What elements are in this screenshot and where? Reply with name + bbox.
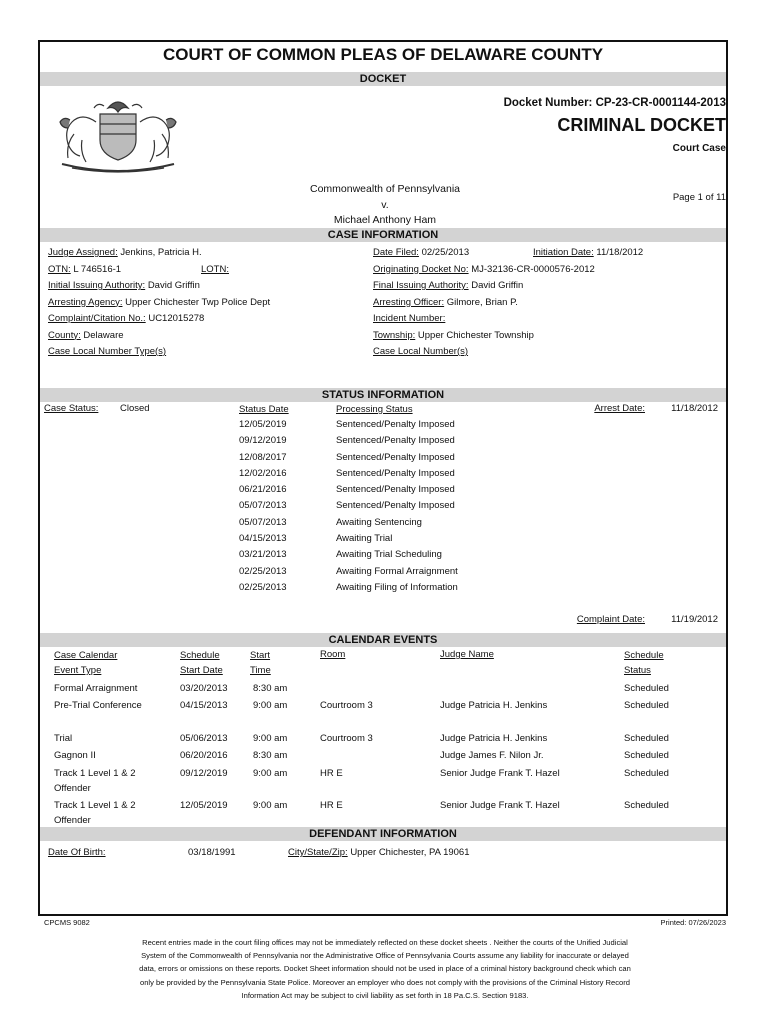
date-filed-row: Date Filed: 02/25/2013 Initiation Date: 11/18/2012 (373, 247, 644, 258)
status-date: 12/05/2019 (239, 419, 287, 430)
status-row (239, 500, 539, 516)
processing-status: Sentenced/Penalty Imposed (336, 435, 455, 447)
calendar-start-time: 8:30 am (253, 683, 288, 694)
status-row (239, 517, 539, 533)
page-indicator: Page 1 of 11 (672, 192, 726, 203)
calendar-start-date: 06/20/2016 (180, 750, 228, 761)
disclaimer-line: Information Act may be subject to civil liability as set forth in 18 Pa.C.S. Section 9183. (241, 990, 529, 1000)
status-date: 02/25/2013 (239, 581, 287, 593)
status-date: 09/12/2019 (239, 435, 287, 447)
status-date: 12/02/2016 (239, 467, 287, 479)
docket-type: CRIMINAL DOCKET (557, 115, 726, 135)
final-issuing-authority-row: Final Issuing Authority: David Griffin (373, 280, 524, 291)
processing-status: Sentenced/Penalty Imposed (336, 451, 455, 463)
case-status-label: Case Status: (44, 403, 99, 414)
caption-versus: v. (381, 198, 389, 211)
processing-status: Awaiting Trial (336, 533, 393, 545)
calendar-start-date: 09/12/2019 (180, 768, 228, 779)
pennsylvania-coat-of-arms-icon (52, 94, 184, 176)
calendar-start-time: 8:30 am (253, 750, 288, 761)
calendar-status: Scheduled (624, 683, 669, 694)
status-info-band: STATUS INFORMATION (40, 388, 726, 402)
calendar-status: Scheduled (624, 700, 669, 711)
case-info-left (48, 247, 368, 363)
county-row: County: Delaware (48, 329, 124, 341)
printed-date: Printed: 07/26/2023 (660, 918, 726, 927)
processing-status-header: Processing Status (336, 404, 413, 415)
status-date-header: Status Date (239, 404, 289, 415)
disclaimer (80, 936, 690, 1002)
status-date: 02/25/2013 (239, 565, 287, 577)
township-row: Township: Upper Chichester Township (373, 329, 534, 341)
processing-status: Awaiting Sentencing (336, 516, 422, 528)
calendar-start-time: 9:00 am (253, 768, 288, 779)
status-date: 03/21/2013 (239, 549, 287, 561)
calendar-judge: Judge James F. Nilon Jr. (440, 750, 544, 761)
case-info-right (373, 247, 723, 363)
status-row (239, 452, 539, 468)
processing-status: Awaiting Trial Scheduling (336, 549, 442, 561)
status-date: 12/08/2017 (239, 451, 287, 463)
calendar-header-room: Room (320, 649, 346, 660)
status-rows (239, 419, 539, 598)
calendar-judge: Judge Patricia H. Jenkins (440, 733, 548, 744)
calendar-start-date: 12/05/2019 (180, 800, 228, 811)
status-date: 04/15/2013 (239, 533, 287, 545)
calendar-room: Courtroom 3 (320, 733, 373, 744)
status-date: 06/21/2016 (239, 484, 287, 496)
otn-row: OTN: L 746516-1 LOTN: (48, 263, 229, 275)
docket-number: Docket Number: CP-23-CR-0001144-2013 (503, 97, 726, 109)
calendar-start-date: 04/15/2013 (180, 700, 228, 711)
processing-status: Awaiting Filing of Information (336, 581, 458, 593)
case-local-numbers-row: Case Local Number(s) (373, 346, 469, 357)
court-title: COURT OF COMMON PLEAS OF DELAWARE COUNTY (162, 45, 604, 64)
form-id: CPCMS 9082 (44, 918, 90, 927)
status-row (239, 435, 539, 451)
originating-docket-row: Originating Docket No: MJ-32136-CR-0000576-2012 (373, 263, 595, 275)
arrest-date-value: 11/18/2012 (671, 403, 718, 414)
calendar-judge: Senior Judge Frank T. Hazel (440, 768, 560, 779)
processing-status: Sentenced/Penalty Imposed (336, 467, 455, 479)
calendar-event-type: Gagnon II (54, 750, 96, 761)
calendar-header-judge: Judge Name (440, 649, 494, 660)
calendar-event-type: Pre-Trial Conference (54, 700, 142, 711)
dob-value: 03/18/1991 (188, 847, 236, 858)
calendar-start-date: 03/20/2013 (180, 683, 228, 694)
case-kind: Court Case (672, 143, 726, 154)
disclaimer-line: only be provided by the Pennsylvania State Police. Moreover an employer who does not comply with the provisions of the Criminal History Record (139, 977, 631, 987)
calendar-band: CALENDAR EVENTS (40, 633, 726, 647)
calendar-header-start-time: Start Time (250, 650, 271, 676)
docket-band: DOCKET (40, 72, 726, 86)
arrest-date-label: Arrest Date: (594, 403, 645, 414)
case-local-number-type-row: Case Local Number Type(s) (48, 346, 167, 357)
calendar-room: HR E (320, 800, 343, 811)
calendar-header-status: Schedule Status (624, 650, 664, 676)
complaint-date-label: Complaint Date: (576, 614, 645, 625)
calendar-start-time: 9:00 am (253, 800, 288, 811)
status-row (239, 533, 539, 549)
city-state-zip-row: City/State/Zip: Upper Chichester, PA 19061 (288, 847, 470, 858)
calendar-start-time: 9:00 am (253, 700, 288, 711)
calendar-status: Scheduled (624, 800, 669, 811)
calendar-status: Scheduled (624, 750, 669, 761)
calendar-status: Scheduled (624, 733, 669, 744)
status-date: 05/07/2013 (239, 516, 287, 528)
status-date: 05/07/2013 (239, 500, 287, 512)
calendar-event-type: Formal Arraignment (54, 683, 138, 694)
initial-issuing-authority-row: Initial Issuing Authority: David Griffin (48, 280, 200, 291)
status-row (239, 582, 539, 598)
case-status-value: Closed (120, 403, 150, 414)
processing-status: Sentenced/Penalty Imposed (336, 419, 455, 430)
processing-status: Sentenced/Penalty Imposed (336, 500, 455, 512)
calendar-header-event-type: Case Calendar Event Type (54, 650, 118, 676)
disclaimer-line: data, errors or omissions on these reports. Docket Sheet information should not be used in place of a criminal history background check which can (139, 964, 631, 974)
incident-number-row: Incident Number: (373, 313, 446, 324)
defendant-band: DEFENDANT INFORMATION (40, 827, 726, 841)
processing-status: Awaiting Formal Arraignment (336, 565, 458, 577)
status-row (239, 468, 539, 484)
caption-defendant: Michael Anthony Ham (333, 214, 437, 226)
calendar-room: Courtroom 3 (320, 700, 373, 711)
status-row (239, 566, 539, 582)
arresting-agency-row: Arresting Agency: Upper Chichester Twp Police Dept (48, 296, 271, 308)
calendar-start-time: 9:00 am (253, 733, 288, 744)
dob-label: Date Of Birth: (48, 847, 106, 858)
status-row (239, 419, 539, 435)
calendar-judge: Judge Patricia H. Jenkins (440, 700, 548, 711)
case-caption (240, 182, 530, 229)
case-info-band: CASE INFORMATION (40, 228, 726, 242)
complaint-citation-row: Complaint/Citation No.: UC12015278 (48, 313, 205, 324)
processing-status: Sentenced/Penalty Imposed (336, 484, 455, 496)
arresting-officer-row: Arresting Officer: Gilmore, Brian P. (373, 296, 518, 308)
complaint-date-value: 11/19/2012 (671, 614, 718, 625)
calendar-judge: Senior Judge Frank T. Hazel (440, 800, 560, 811)
judge-assigned-row: Judge Assigned: Jenkins, Patricia H. (48, 247, 202, 258)
calendar-event-type: Track 1 Level 1 & 2 Offender (54, 800, 136, 826)
calendar-room: HR E (320, 768, 343, 779)
calendar-status: Scheduled (624, 768, 669, 779)
calendar-event-type: Track 1 Level 1 & 2 Offender (54, 768, 136, 794)
calendar-event-type: Trial (54, 733, 73, 744)
status-row (239, 484, 539, 500)
disclaimer-line: System of the Commonwealth of Pennsylvania nor the Administrative Office of Pennsylvania Courts assume any liability for inaccurate or delayed (141, 951, 629, 961)
calendar-start-date: 05/06/2013 (180, 733, 228, 744)
disclaimer-line: Recent entries made in the court filing offices may not be immediately reflected on these docket sheets . Neither the courts of the Unified Judicial (142, 938, 628, 947)
calendar-header-start-date: Schedule Start Date (180, 650, 223, 676)
caption-plaintiff: Commonwealth of Pennsylvania (310, 183, 460, 195)
status-row (239, 549, 539, 565)
